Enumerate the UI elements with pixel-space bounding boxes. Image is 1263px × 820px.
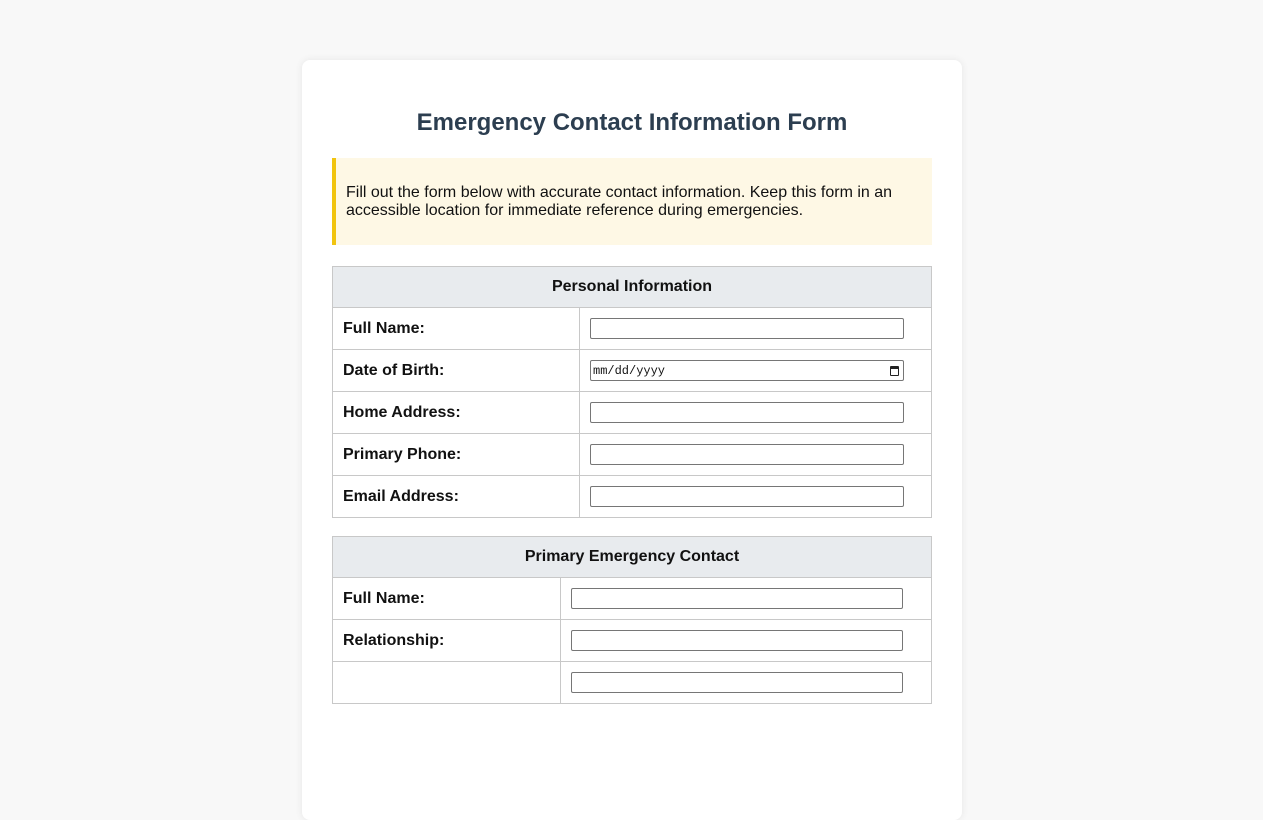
- date-of-birth-input[interactable]: [590, 360, 904, 381]
- field-label: Full Name:: [333, 578, 561, 620]
- full-name-input[interactable]: [590, 318, 904, 339]
- form-card: [302, 60, 962, 820]
- email-address-input[interactable]: [590, 486, 904, 507]
- field-label: Email Address:: [333, 476, 580, 518]
- field-label: Home Address:: [333, 392, 580, 434]
- home-address-input[interactable]: [590, 402, 904, 423]
- table-row: [333, 434, 932, 476]
- section-heading: Personal Information: [333, 267, 932, 308]
- table-row: [333, 578, 932, 620]
- calendar-icon[interactable]: [890, 366, 899, 376]
- personal-information-table: [332, 266, 932, 518]
- field-label: Relationship:: [333, 620, 561, 662]
- table-row: [333, 392, 932, 434]
- contact-next-input[interactable]: [571, 672, 903, 693]
- instructions-notice: [332, 158, 932, 245]
- contact-full-name-input[interactable]: [571, 588, 903, 609]
- section-heading: Primary Emergency Contact: [333, 537, 932, 578]
- page-title: Emergency Contact Information Form: [416, 109, 848, 136]
- table-row: [333, 350, 932, 392]
- field-label: Date of Birth:: [333, 350, 580, 392]
- date-placeholder: mm/dd/yyyy: [593, 363, 666, 378]
- primary-phone-input[interactable]: [590, 444, 904, 465]
- field-label: Full Name:: [333, 308, 580, 350]
- field-label: Primary Phone:: [333, 434, 580, 476]
- primary-emergency-contact-table: [332, 536, 932, 704]
- relationship-input[interactable]: [571, 630, 903, 651]
- table-row: [333, 308, 932, 350]
- table-row: [333, 620, 932, 662]
- table-row: [333, 476, 932, 518]
- table-row: [333, 662, 932, 704]
- field-label: [333, 662, 561, 704]
- notice-text: Fill out the form below with accurate contact information. Keep this form in an accessible location for immediate reference during emergencies.: [346, 183, 893, 219]
